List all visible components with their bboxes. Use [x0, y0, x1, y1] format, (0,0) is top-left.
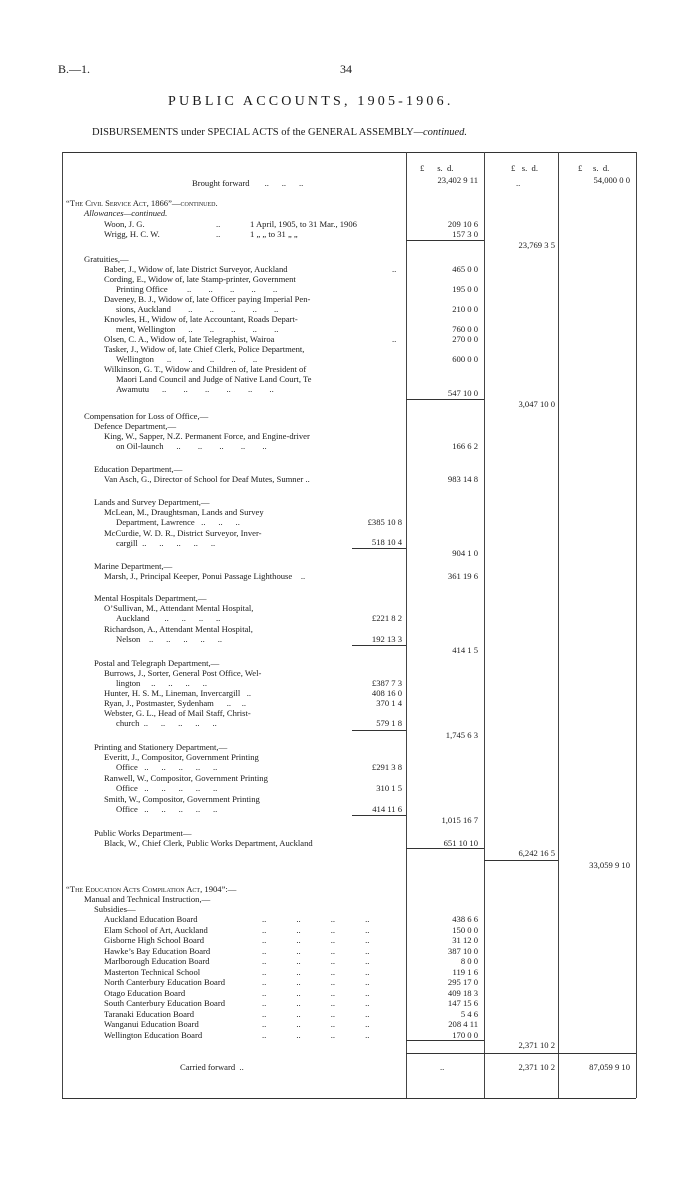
row-amount: 983 14 8 [447, 474, 478, 484]
row-label: Daveney, B. J., Widow of, late Officer paying Imperial Pen- [104, 294, 311, 304]
row-dots: .. [216, 229, 221, 239]
subtotal-amount: 414 1 5 [452, 645, 478, 655]
subsidy-row-label: Auckland Education Board [104, 914, 198, 924]
row-label: Van Asch, G., Director of School for Deaf Mutes, Sumner .. [104, 474, 310, 484]
row-label: Baber, J., Widow of, late District Surveyor, Auckland [104, 264, 288, 274]
subsidy-row-amount: 119 1 6 [452, 966, 478, 977]
row-dots: .. .. .. .. [262, 914, 370, 924]
table-bottom-rule [62, 1098, 636, 1099]
subsidy-row-amount: 8 0 0 [460, 956, 478, 966]
subtotal-amount: 904 1 0 [452, 548, 478, 558]
subsidy-row-amount: 409 18 3 [447, 987, 478, 998]
table-right-rule [636, 152, 637, 1098]
brought-forward-col2: .. [516, 178, 521, 188]
row-label: Burrows, J., Sorter, General Post Office, Wel- [104, 668, 262, 678]
row-amount: 210 0 0 [452, 304, 478, 314]
row-dots: .. .. .. .. [262, 935, 370, 945]
row-label: O’Sullivan, M., Attendant Mental Hospital, [104, 603, 254, 613]
subtotal-rule [352, 730, 406, 731]
department-heading: Defence Department,— [94, 421, 177, 431]
row-label: Richardson, A., Attendant Mental Hospital, [104, 624, 253, 634]
row-amount: 370 1 4 [376, 698, 402, 708]
row-label: Everitt, J., Compositor, Government Printing [104, 752, 259, 762]
subtotal-rule [406, 240, 484, 241]
subtotal-rule [406, 399, 484, 400]
row-label: Awamutu .. .. .. .. .. .. [116, 384, 274, 394]
brought-forward-label: Brought forward .. .. .. [192, 178, 304, 188]
row-amount: 310 1 5 [376, 783, 402, 793]
row-dots: .. [216, 219, 221, 229]
subsidy-row-amount: 295 17 0 [447, 977, 478, 987]
row-label: Office .. .. .. .. .. [116, 804, 218, 814]
carried-forward-col1: .. [440, 1062, 445, 1072]
row-label: Department, Lawrence .. .. .. [116, 517, 240, 527]
subtotal-rule [406, 848, 484, 849]
row-label: Tasker, J., Widow of, late Chief Clerk, Police Department, [104, 344, 305, 354]
column-header: £ s. d. [578, 163, 610, 173]
column-rule [558, 152, 559, 1098]
subtotal-amount: 6,242 16 5 [518, 848, 555, 858]
row-amount: 518 10 4 [371, 537, 402, 547]
subsidy-row-amount: 31 12 0 [452, 935, 478, 945]
department-heading: Printing and Stationery Department,— [94, 742, 228, 752]
total-rule [406, 1053, 636, 1054]
department-heading: Public Works Department— [94, 828, 192, 838]
column-header: £ s. d. [511, 163, 538, 173]
carried-forward-col3: 87,059 9 10 [589, 1062, 630, 1072]
row-amount: 651 10 10 [443, 838, 478, 848]
row-label: Office .. .. .. .. .. [116, 762, 218, 772]
table-top-rule [62, 152, 636, 153]
subsidy-row-amount: 387 10 0 [447, 945, 478, 956]
row-label: Webster, G. L., Head of Mail Staff, Christ- [104, 708, 251, 718]
row-label: King, W., Sapper, N.Z. Permanent Force, and Engine-driver [104, 431, 310, 441]
column-header: £ s. d. [420, 163, 454, 173]
department-heading: Education Department,— [94, 464, 183, 474]
subsidy-row-label: Gisborne High School Board [104, 935, 205, 945]
subsection-heading: Allowances—continued. [84, 208, 168, 218]
subtotal-rule [352, 548, 406, 549]
row-label: lington .. .. .. .. [116, 678, 207, 688]
row-amount: 760 0 0 [452, 324, 478, 334]
row-label: Auckland .. .. .. .. [116, 613, 221, 623]
department-heading: Mental Hospitals Department,— [94, 593, 207, 603]
subtotal-amount: 1,745 6 3 [445, 730, 478, 740]
section-heading: “The Civil Service Act, 1866”—continued. [66, 198, 218, 208]
subtotal-rule [406, 1040, 484, 1041]
row-dots: .. .. .. .. [262, 1008, 370, 1019]
subtotal-rule [352, 815, 406, 816]
row-dots: .. [392, 264, 397, 274]
row-label: Printing Office .. .. .. .. .. [116, 284, 278, 294]
subsidy-row-amount: 208 4 11 [448, 1019, 478, 1029]
row-dots: .. .. .. .. [262, 924, 370, 935]
subsidy-row-label: South Canterbury Education Board [104, 998, 226, 1008]
subsidy-row-label: Wellington Education Board [104, 1029, 203, 1040]
row-amount: £221 8 2 [371, 613, 402, 623]
row-label: Marsh, J., Principal Keeper, Ponui Passage Lighthouse .. [104, 571, 306, 581]
subsidy-row-label: Otago Education Board [104, 987, 186, 998]
section-total: 33,059 9 10 [589, 860, 630, 870]
section-heading: “The Education Acts Compilation Act, 1904”:— [66, 884, 237, 894]
row-label: ment, Wellington .. .. .. .. .. [116, 324, 279, 334]
row-label: Black, W., Chief Clerk, Public Works Department, Auckland [104, 838, 313, 848]
row-date: 1 April, 1905, to 31 Mar., 1906 [250, 219, 357, 229]
row-dots: .. .. .. .. [262, 966, 370, 977]
subsection-heading: Gratuities,— [84, 254, 129, 264]
row-label: Wrigg, H. C. W. [104, 229, 160, 239]
row-label: Woon, J. G. [104, 219, 145, 229]
row-label: Wilkinson, G. T., Widow and Children of, late President of [104, 364, 307, 374]
row-label: Wellington .. .. .. .. .. [116, 354, 258, 364]
brought-forward-col1: 23,402 9 11 [437, 175, 478, 185]
row-dots: .. .. .. .. [262, 945, 370, 956]
row-amount: 579 1 8 [376, 718, 402, 728]
row-dots: .. .. .. .. [262, 998, 370, 1008]
row-amount: £387 7 3 [371, 678, 402, 688]
subsidy-row-label: Masterton Technical School [104, 966, 201, 977]
department-heading: Postal and Telegraph Department,— [94, 658, 220, 668]
row-label: cargill .. .. .. .. .. [116, 538, 216, 548]
subsidy-row-label: North Canterbury Education Board [104, 977, 225, 987]
row-amount: 209 10 6 [447, 219, 478, 229]
subsidy-row-amount: 438 6 6 [452, 914, 478, 924]
subtotal-amount: 3,047 10 0 [518, 399, 555, 409]
row-label: Cording, E., Widow of, late Stamp-printer, Government [104, 274, 296, 284]
row-amount: 414 11 6 [372, 804, 402, 814]
report-reference: B.—1. [58, 62, 91, 76]
subsidy-row-label: Taranaki Education Board [104, 1008, 195, 1019]
row-label: McCurdie, W. D. R., District Surveyor, Inver- [104, 528, 262, 538]
row-label: Olsen, C. A., Widow of, late Telegraphist, Wairoa [104, 334, 275, 344]
row-label: Ranwell, W., Compositor, Government Printing [104, 773, 268, 783]
row-label: Knowles, H., Widow of, late Accountant, Roads Depart- [104, 314, 298, 324]
row-label: Ryan, J., Postmaster, Sydenham .. .. [104, 698, 247, 708]
row-amount: 600 0 0 [452, 354, 478, 364]
subsidy-row-label: Hawke’s Bay Education Board [104, 945, 211, 956]
row-amount: 547 10 0 [447, 388, 478, 398]
page-number: 34 [340, 62, 352, 76]
row-dots: .. .. .. .. [262, 977, 370, 987]
table-left-rule [62, 152, 63, 1098]
row-label: sions, Auckland .. .. .. .. .. [116, 304, 279, 314]
subsidy-row-amount: 147 15 6 [447, 998, 478, 1008]
subsection-heading: Subsidies— [94, 904, 136, 914]
row-label: Nelson .. .. .. .. .. [116, 634, 222, 644]
row-amount: 270 0 0 [452, 334, 478, 344]
row-dots: .. .. .. .. [262, 1029, 370, 1040]
subsidy-row-label: Marlborough Education Board [104, 956, 210, 966]
row-amount: 361 19 6 [447, 571, 478, 581]
subtotal-amount: 1,015 16 7 [441, 815, 478, 825]
row-label: on Oil-launch .. .. .. .. .. [116, 441, 267, 451]
subsidy-row-amount: 5 4 6 [460, 1008, 478, 1019]
row-label: Maori Land Council and Judge of Native Land Court, Te [116, 374, 312, 384]
subtotal-rule [484, 860, 558, 861]
carried-forward-label: Carried forward .. [180, 1062, 244, 1072]
row-amount: 192 13 3 [371, 634, 402, 644]
subsidy-row-label: Elam School of Art, Auckland [104, 924, 208, 935]
brought-forward-col3: 54,000 0 0 [593, 175, 630, 185]
row-amount: £385 10 8 [367, 517, 402, 527]
row-dots: .. [392, 334, 397, 344]
row-amount: 166 6 2 [452, 441, 478, 451]
column-rule [406, 152, 407, 1098]
row-dots: .. .. .. .. [262, 987, 370, 998]
column-rule [484, 152, 485, 1098]
row-label: Smith, W., Compositor, Government Printing [104, 794, 260, 804]
department-heading: Marine Department,— [94, 561, 173, 571]
department-heading: Lands and Survey Department,— [94, 497, 210, 507]
row-amount: 408 16 0 [371, 688, 402, 698]
page-subtitle: DISBURSEMENTS under SPECIAL ACTS of the GENERAL ASSEMBLY—continued. [92, 127, 468, 138]
page-title: PUBLIC ACCOUNTS, 1905-1906. [168, 94, 454, 109]
row-date: 1 „ „ to 31 „ „ [250, 229, 298, 239]
carried-forward-col2: 2,371 10 2 [518, 1062, 555, 1072]
row-amount: 157 3 0 [452, 229, 478, 239]
subtotal-rule [352, 645, 406, 646]
row-amount: £291 3 8 [371, 762, 402, 772]
row-label: Hunter, H. S. M., Lineman, Invercargill .. [104, 688, 251, 698]
row-label: church .. .. .. .. .. [116, 718, 217, 728]
row-label: McLean, M., Draughtsman, Lands and Survey [104, 507, 264, 517]
row-dots: .. .. .. .. [262, 1019, 370, 1029]
subsection-heading: Compensation for Loss of Office,— [84, 411, 209, 421]
row-amount: 195 0 0 [452, 284, 478, 294]
row-label: Office .. .. .. .. .. [116, 783, 218, 793]
subsidy-row-label: Wanganui Education Board [104, 1019, 199, 1029]
row-amount: 465 0 0 [452, 264, 478, 274]
subsidy-row-amount: 150 0 0 [452, 924, 478, 935]
subtotal-amount: 23,769 3 5 [518, 240, 555, 250]
subsection-heading: Manual and Technical Instruction,— [84, 894, 211, 904]
subsidy-row-amount: 170 0 0 [452, 1029, 478, 1040]
subtotal-amount: 2,371 10 2 [518, 1040, 555, 1050]
row-dots: .. .. .. .. [262, 956, 370, 966]
